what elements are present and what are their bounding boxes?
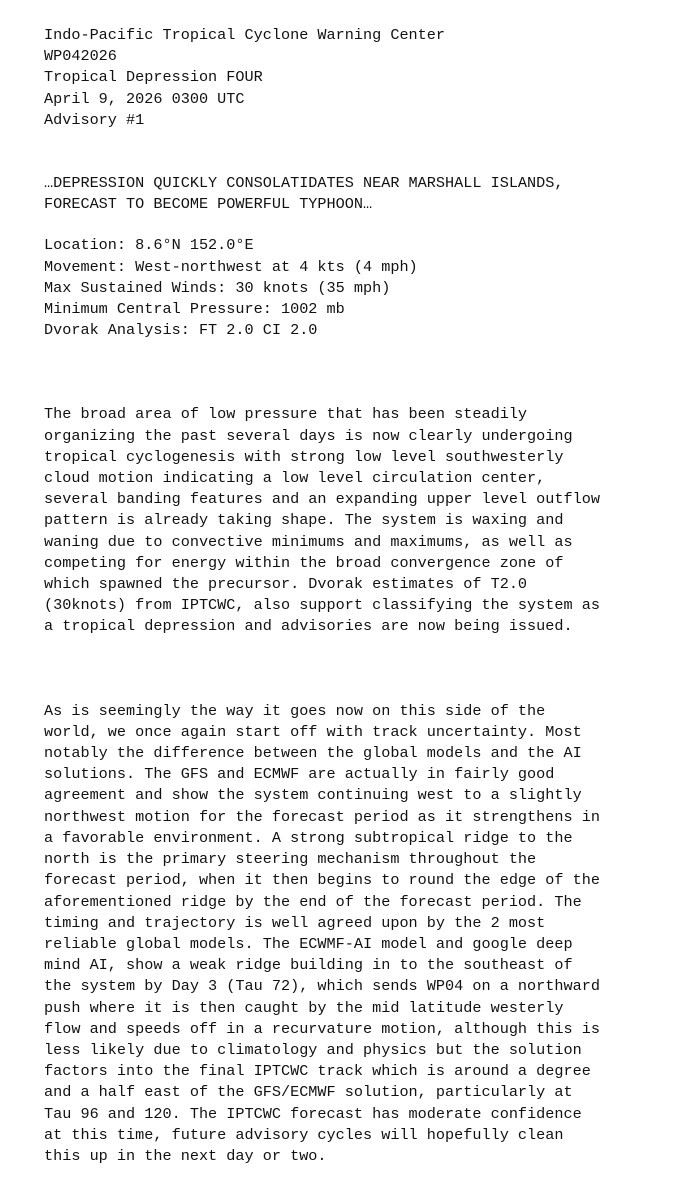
headline [44,173,654,215]
advisory-number: Advisory #1 [44,110,145,129]
paragraph-line: mind AI, show a weak ridge building in to the southeast of [44,956,573,975]
storm-id: WP042026 [44,47,117,66]
paragraph-line: tropical cyclogenesis with strong low level southwesterly [44,447,564,466]
paragraph-line: aforementioned ridge by the end of the forecast period. The [44,892,582,911]
warning-center-name: Indo-Pacific Tropical Cyclone Warning Center [44,26,446,44]
storm-name: Tropical Depression FOUR [44,68,263,87]
paragraph-line: competing for energy within the broad convergence zone of [44,553,564,572]
discussion-paragraph-2 [44,701,654,1167]
paragraph-line: less likely due to climatology and physics but the solution [44,1040,582,1059]
spacer [44,638,654,701]
headline-line: FORECAST TO BECOME POWERFUL TYPHOON… [44,195,373,214]
paragraph-line: the system by Day 3 (Tau 72), which sends WP04 on a northward [44,977,600,996]
paragraph-line: agreement and show the system continuing west to a slightly [44,786,582,805]
paragraph-line: northwest motion for the forecast period as it strengthens in [44,807,600,826]
stat-min-pressure: Minimum Central Pressure: 1002 mb [44,300,345,319]
paragraph-line: waning due to convective minimums and maximums, as well as [44,532,573,551]
headline-line: …DEPRESSION QUICKLY CONSOLATIDATES NEAR MARSHALL ISLANDS, [44,174,564,193]
paragraph-line: factors into the final IPTCWC track which is around a degree [44,1062,591,1081]
paragraph-line: reliable global models. The ECWMF-AI model and google deep [44,934,573,953]
spacer [44,341,654,404]
paragraph-line: Tau 96 and 120. The IPTCWC forecast has moderate confidence [44,1104,582,1123]
stat-location: Location: 8.6°N 152.0°E [44,236,254,255]
paragraph-line: which spawned the precursor. Dvorak estimates of T2.0 [44,575,528,594]
paragraph-line: flow and speeds off in a recurvature motion, although this is [44,1019,600,1038]
paragraph-line: a favorable environment. A strong subtropical ridge to the [44,828,573,847]
advisory-document [44,25,654,1167]
paragraph-line: several banding features and an expanding upper level outflow [44,490,600,509]
paragraph-line: this up in the next day or two. [44,1146,327,1165]
discussion-paragraph-1 [44,404,654,637]
storm-stats [44,235,654,341]
paragraph-line: timing and trajectory is well agreed upon by the 2 most [44,913,546,932]
paragraph-line: (30knots) from IPTCWC, also support classifying the system as [44,596,600,615]
stat-max-winds: Max Sustained Winds: 30 knots (35 mph) [44,278,391,297]
spacer [44,131,654,173]
paragraph-line: notably the difference between the global models and the AI [44,744,582,763]
paragraph-line: cloud motion indicating a low level circulation center, [44,469,546,488]
paragraph-line: push where it is then caught by the mid latitude westerly [44,998,564,1017]
paragraph-line: at this time, future advisory cycles will hopefully clean [44,1125,564,1144]
paragraph-line: As is seemingly the way it goes now on this side of the [44,701,546,720]
spacer [44,215,654,235]
stat-movement: Movement: West-northwest at 4 kts (4 mph) [44,257,418,276]
paragraph-line: north is the primary steering mechanism throughout the [44,850,537,869]
paragraph-line: solutions. The GFS and ECMWF are actually in fairly good [44,765,555,784]
advisory-header [44,25,654,131]
paragraph-line: pattern is already taking shape. The system is waxing and [44,511,564,530]
paragraph-line: forecast period, when it then begins to round the edge of the [44,871,600,890]
paragraph-line: organizing the past several days is now clearly undergoing [44,426,573,445]
advisory-datetime: April 9, 2026 0300 UTC [44,89,245,108]
paragraph-line: a tropical depression and advisories are now being issued. [44,617,573,636]
paragraph-line: world, we once again start off with track uncertainty. Most [44,722,582,741]
paragraph-line: The broad area of low pressure that has been steadily [44,405,528,424]
stat-dvorak: Dvorak Analysis: FT 2.0 CI 2.0 [44,321,318,340]
paragraph-line: and a half east of the GFS/ECMWF solution, particularly at [44,1083,573,1102]
